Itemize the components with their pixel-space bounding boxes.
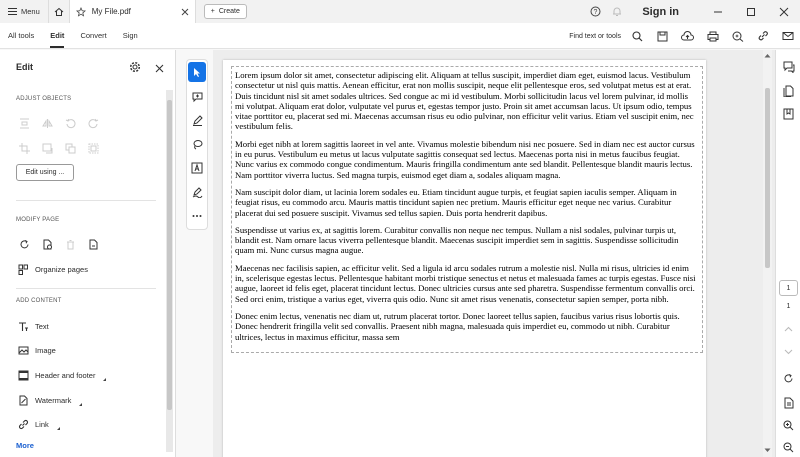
insert-page-glyph: [42, 239, 53, 250]
panel-scrollbar[interactable]: [166, 90, 173, 452]
minimize-icon: [713, 7, 723, 17]
add-text-label: Text: [35, 322, 49, 331]
zoom-in-icon: [783, 420, 794, 431]
organize-pages-button[interactable]: [18, 264, 88, 275]
maximize-button[interactable]: [734, 0, 767, 23]
maximize-icon: [746, 7, 756, 17]
add-link-label: Link: [35, 420, 49, 429]
header-footer-label: Header and footer: [35, 371, 96, 380]
home-icon: [54, 7, 64, 17]
paragraph[interactable]: Donec enim lectus, venenatis nec diam ut, rutrum placerat tortor. Donec laoreet tellus sapien, faucibus varius risus lobortis quis. Donec hendrerit fringilla velit sed convallis. Praesent nibh magna, malesuada quis imperdiet eu, commodo ut nibh. Curabitur ultrices, lectus in maximus efficitur, massa sem: [235, 310, 680, 342]
lasso-icon: [192, 139, 203, 150]
add-link-button[interactable]: [18, 419, 60, 430]
link-icon: [757, 31, 769, 42]
document-scrollbar[interactable]: [763, 50, 772, 457]
panel-close-button[interactable]: [155, 60, 164, 78]
crop-icon[interactable]: [16, 140, 32, 156]
replace-glyph: [42, 143, 53, 154]
zoom-out-button[interactable]: [780, 439, 797, 456]
tab-convert[interactable]: [72, 23, 114, 49]
ai-search-icon: [732, 31, 744, 42]
rotate-left-icon[interactable]: [62, 115, 78, 131]
tab-label: Convert: [80, 31, 107, 40]
close-window-button[interactable]: [767, 0, 800, 23]
divider: [16, 288, 156, 289]
hamburger-icon: [8, 8, 17, 15]
comments-icon: [783, 61, 795, 73]
add-image-button[interactable]: [18, 345, 56, 356]
tab-label: All tools: [8, 31, 35, 40]
edit-panel: [0, 50, 176, 457]
bell-icon: [612, 6, 622, 17]
page-number-input[interactable]: 1: [779, 280, 798, 296]
create-button[interactable]: [204, 4, 247, 19]
sign-in-button[interactable]: Sign in: [642, 5, 679, 18]
more-tools-button[interactable]: [188, 206, 206, 226]
help-button[interactable]: [584, 0, 606, 23]
insert-page-icon[interactable]: [39, 236, 55, 252]
paragraph[interactable]: Suspendisse ut varius ex, at sagittis lorem. Curabitur convallis non neque nec tempus. Nullam a nisl sodales, pulvinar turpis ut, blandit est. Nam ornare lacus viverra pellentesque blandit. Maecenas suscipit imperdiet sem in sagittis. Suspendisse sollicitudin quam mi. Nunc cursus magna augue.: [235, 224, 679, 256]
paragraph[interactable]: Lorem ipsum dolor sit amet, consectetur adipiscing elit. Aliquam at tellus suscipit, imperdiet diam eget, euismod lacus. Vestibulum consectetur ut nisl quis mattis. Aenean efficitur, erat non mollis suscipit, neque elit pellentesque eros, sed volutpat metus est at erat. Duis tincidunt nisl sit amet sodales ultrices. Sed congue ac mi id vestibulum. Morbi sollicitudin lacus vel lorem pulvinar, id mollis mi volutpat. Aliquam erat dolor, vulputate vel purus et, egestas tempor justo. Proin sit amet accumsan lacus. Ut ipsum odio, tempus vitae porttitor eu, placerat sed mi. Maecenas accumsan risus eu odio pulvinar, non efficitur velit varius. Etiam vel suscipit enim, nec vestibulum felis.: [235, 70, 694, 132]
title-bar: [0, 0, 800, 23]
flip-glyph: [42, 118, 53, 129]
help-icon: [590, 6, 601, 17]
search-button[interactable]: [625, 23, 650, 49]
svg-text:?: ?: [593, 9, 598, 16]
lasso-tool-button[interactable]: [188, 134, 206, 154]
pen-icon: [192, 115, 203, 126]
organize-pages-icon: [18, 264, 29, 275]
paragraph[interactable]: Nam suscipit dolor diam, ut lacinia lorem sodales eu. Etiam tincidunt augue turpis, et feugiat sapien iaculis semper. Aliquam in feugiat risus, eu commodo arcu. Mauris mattis tincidunt sapien nec pretium. Mauris efficitur eget neque nec varius. Curabitur placerat dui sed posuere suscipit. Vivamus sed tellus sapien. Duis porta hendrerit dapibus.: [235, 186, 677, 218]
cursor-icon: [192, 67, 202, 78]
minimize-button[interactable]: [701, 0, 734, 23]
comment-add-icon: [192, 92, 203, 103]
image-icon: [18, 345, 29, 356]
arrange-icon[interactable]: [62, 140, 78, 156]
tab-all-tools[interactable]: [0, 23, 42, 49]
document-tab[interactable]: [70, 0, 196, 23]
delete-page-icon[interactable]: [62, 236, 78, 252]
header-footer-button[interactable]: [18, 370, 106, 381]
scroll-down-icon[interactable]: [764, 448, 771, 453]
rotate-left-glyph: [65, 118, 76, 129]
select-tool-button[interactable]: [188, 62, 206, 82]
tab-label: Edit: [50, 23, 64, 48]
more-link[interactable]: More: [16, 441, 34, 450]
find-label[interactable]: Find text or tools: [569, 32, 621, 40]
fill-sign-tool-button[interactable]: [188, 182, 206, 202]
sign-icon: [192, 187, 203, 198]
extract-glyph: [88, 239, 99, 250]
save-icon: [657, 31, 668, 42]
text-icon: [18, 321, 29, 332]
rotate-right-glyph: [88, 118, 99, 129]
pdf-page: [223, 60, 706, 457]
document-viewport: [213, 50, 775, 457]
tab-edit[interactable]: [42, 23, 72, 49]
close-icon: [155, 64, 164, 73]
rotate-page-glyph: [19, 239, 30, 250]
search-icon: [632, 31, 643, 42]
panel-settings-button[interactable]: [129, 60, 141, 78]
thumbnails-button[interactable]: [780, 82, 797, 99]
tab-label: Sign: [122, 31, 138, 40]
document-scrollbar-thumb[interactable]: [765, 88, 770, 268]
rotate-page-icon[interactable]: [16, 236, 32, 252]
header-footer-icon: [18, 370, 29, 381]
watermark-label: Watermark: [35, 396, 72, 405]
text-box-tool-button[interactable]: [188, 158, 206, 178]
group-icon[interactable]: [85, 140, 101, 156]
page-down-button[interactable]: [780, 343, 797, 360]
read-aloud-button[interactable]: [780, 394, 797, 411]
document-icon: [784, 397, 794, 409]
create-label: Create: [218, 8, 240, 15]
add-image-label: Image: [35, 346, 56, 355]
submenu-indicator-icon: [79, 403, 82, 406]
draw-tool-button[interactable]: [188, 110, 206, 130]
rotate-right-icon[interactable]: [85, 115, 101, 131]
section-modify-page: MODIFY PAGE: [16, 217, 60, 223]
chevron-up-icon: [784, 326, 793, 332]
replace-image-icon[interactable]: [39, 140, 55, 156]
divider: [16, 200, 156, 201]
refresh-icon: [783, 373, 794, 384]
comment-tool-button[interactable]: [188, 87, 206, 107]
tab-sign[interactable]: [115, 23, 146, 49]
align-icon[interactable]: [16, 115, 32, 131]
panel-title: Edit: [16, 62, 33, 72]
share-link-button[interactable]: [750, 23, 775, 49]
edit-using-button[interactable]: Edit using ...: [16, 164, 74, 181]
plus-icon: +: [210, 8, 215, 15]
paragraph[interactable]: Maecenas nec facilisis sapien, ac efficitur velit. Sed a ligula id arcu sodales rutrum a molestie nisl. Nulla mi risus, ultricies id enim in, scelerisque egestas lectus. Pellentesque habitant morbi tristique senectus et netus et malesuada fames ac turpis egestas. Fusce nisi augue, laoreet id felis eget, placerat tincidunt lectus. Donec ultricies cursus ante sed pharetra. Suspendisse fermentum convallis orci. Sed orci enim, tristique a varius eget, viverra quis odio. Nunc sit amet risus venenatis, consectetur sapien semper, porta nibh.: [235, 262, 696, 304]
trash-glyph: [65, 239, 76, 250]
main-toolbar: [0, 23, 800, 49]
save-button[interactable]: [650, 23, 675, 49]
zoom-in-button[interactable]: [780, 417, 797, 434]
submenu-indicator-icon: [103, 378, 106, 381]
quick-tools-bar: [186, 59, 208, 230]
extract-page-icon[interactable]: [85, 236, 101, 252]
cloud-upload-icon: [681, 31, 694, 42]
section-add-content: ADD CONTENT: [16, 298, 62, 304]
email-button[interactable]: [775, 23, 800, 49]
submenu-indicator-icon: [57, 427, 60, 430]
print-icon: [707, 31, 719, 42]
add-text-button[interactable]: [18, 321, 49, 332]
notifications-button[interactable]: [606, 0, 628, 23]
section-adjust-objects: ADJUST OBJECTS: [16, 96, 72, 102]
gear-icon: [129, 61, 141, 73]
comments-panel-button[interactable]: [780, 58, 797, 75]
scroll-up-icon[interactable]: [764, 53, 771, 58]
page-up-button[interactable]: [780, 320, 797, 337]
paragraph[interactable]: Morbi eget nibh at lorem sagittis laoreet in vel ante. Vivamus molestie bibendum nisi nec posuere. Sed in diam nec est auctor cursus in eu purus. Vestibulum eu metus ut lacus vulputate sagittis consequat sed lectus. Maecenas porta nisi in metus faucibus feugiat. Nunc varius ex commodo congue condimentum. Mauris fringilla condimentum ante sed blandit. Pellentesque blandit mauris lectus. Nam porttitor viverra luctus. Sed magna turpis, euismod eget diam a, sodales aliquam magna.: [235, 138, 695, 180]
refresh-button[interactable]: [780, 370, 797, 387]
crop-glyph: [19, 143, 30, 154]
tab-title: My File.pdf: [91, 7, 131, 16]
home-button[interactable]: [48, 0, 70, 23]
right-rail: [775, 50, 800, 457]
page-thumbnails-icon: [783, 85, 794, 97]
organize-pages-label: Organize pages: [35, 265, 88, 274]
group-glyph: [88, 143, 99, 154]
close-icon: [779, 7, 789, 17]
menu-button[interactable]: [0, 0, 48, 23]
arrange-glyph: [65, 143, 76, 154]
ai-assistant-button[interactable]: [725, 23, 750, 49]
star-icon[interactable]: [76, 7, 86, 17]
text-box-icon: [191, 162, 203, 174]
zoom-out-icon: [783, 442, 794, 453]
menu-label: Menu: [21, 7, 40, 16]
mail-icon: [782, 31, 794, 41]
flip-horizontal-icon[interactable]: [39, 115, 55, 131]
close-tab-icon[interactable]: [181, 8, 189, 16]
editable-text-block[interactable]: [231, 66, 703, 353]
align-glyph: [19, 118, 30, 129]
link-icon: [18, 419, 29, 430]
watermark-button[interactable]: [18, 395, 82, 406]
watermark-icon: [18, 395, 29, 406]
print-button[interactable]: [700, 23, 725, 49]
panel-scrollbar-thumb[interactable]: [167, 100, 172, 410]
ellipsis-icon: [192, 214, 202, 218]
upload-button[interactable]: [675, 23, 700, 49]
chevron-down-icon: [784, 349, 793, 355]
page-total: 1: [786, 303, 791, 310]
